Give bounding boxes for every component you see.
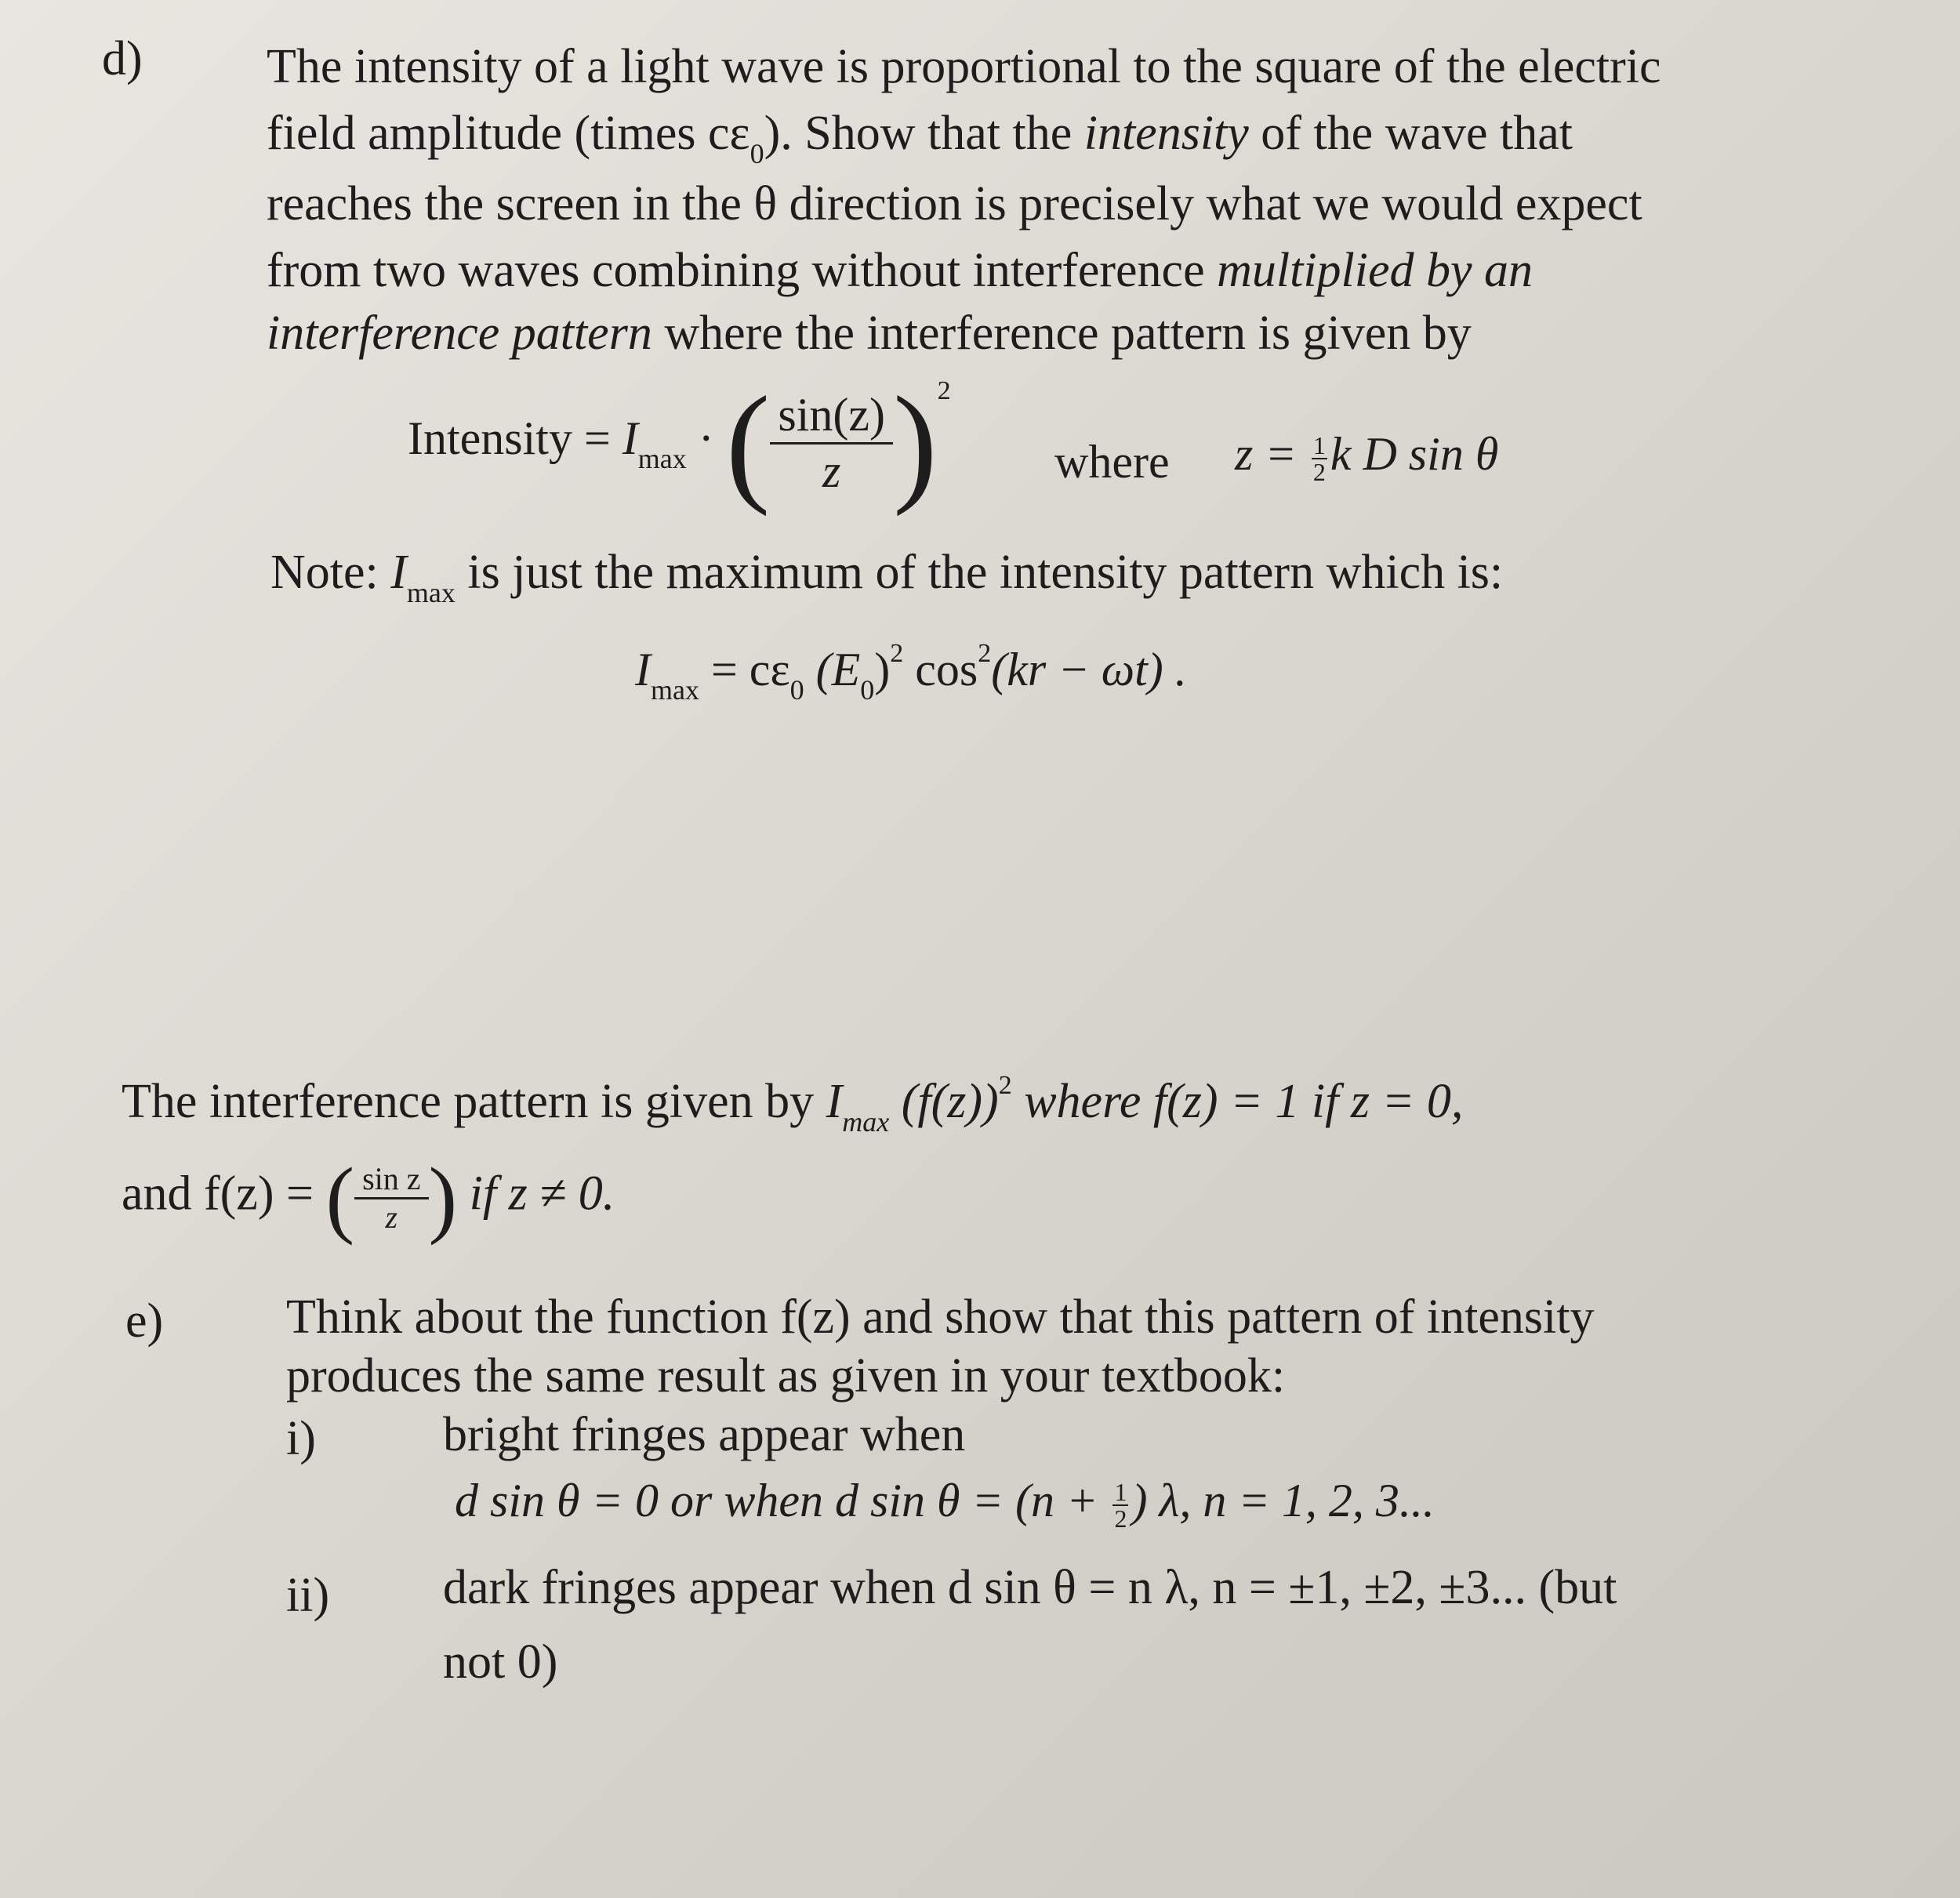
mid-fraction — [354, 1161, 428, 1236]
part-d-label: d) — [102, 32, 143, 85]
part-d-line-5b: where the interference pattern is given by — [652, 307, 1472, 360]
mid-right-paren: ) — [428, 1150, 458, 1246]
eq1-right-paren: ) — [893, 369, 938, 517]
z-def-lhs: z = — [1235, 428, 1308, 480]
mid-imax: I — [826, 1075, 843, 1128]
mid-denominator: z — [385, 1199, 398, 1235]
eq2-cos-square: 2 — [978, 639, 992, 668]
multiplied-italic: multiplied by an — [1217, 244, 1534, 297]
eq2-rest: (kr − ωt) . — [991, 644, 1187, 695]
eq1-dot: · — [698, 412, 714, 464]
part-e-line-2: produces the same result as given in your textbook: — [286, 1349, 1286, 1403]
eq2-max-sub: max — [650, 674, 699, 706]
part-d-line-2 — [267, 106, 1573, 169]
half-fraction — [1312, 431, 1327, 487]
eq2-cos: cos — [903, 644, 978, 695]
part-d-line-4 — [267, 243, 1533, 299]
eq2-e-open: (E — [804, 644, 861, 695]
eq1-fraction — [770, 388, 893, 499]
mid-line1-c: where f(z) = 1 if z = 0, — [1011, 1075, 1464, 1128]
eq1-lhs: Intensity = — [408, 412, 622, 464]
mid-fz: (f(z)) — [889, 1075, 999, 1128]
note-line — [270, 545, 1504, 608]
mid-left-paren: ( — [325, 1150, 355, 1246]
eq1-left-paren: ( — [725, 369, 771, 517]
mid-line2-a: and f(z) = — [122, 1167, 326, 1221]
item-ii-label: ii) — [286, 1569, 330, 1622]
item-i-equation — [455, 1474, 1435, 1531]
note-text: is just the maximum of the intensity pattern which is: — [455, 546, 1504, 599]
epsilon-zero-sub: 0 — [750, 138, 764, 169]
z-def-rhs: k D sin θ — [1330, 428, 1499, 480]
note-max-sub: max — [406, 577, 456, 608]
eq1-exponent: 2 — [937, 376, 951, 405]
part-d-line-2b: ). Show that the — [764, 107, 1084, 160]
part-e-label: e) — [125, 1294, 164, 1348]
z-definition — [1235, 427, 1499, 487]
interference-pattern-italic: interference pattern — [267, 307, 652, 360]
item-i-half-den: 2 — [1114, 1504, 1127, 1533]
item-i-text: bright fringes appear when — [443, 1408, 966, 1461]
item-ii-text-2: not 0) — [443, 1635, 558, 1689]
item-i-label: i) — [286, 1412, 316, 1465]
item-i-eq-b: ) λ, n = 1, 2, 3... — [1131, 1475, 1435, 1526]
half-num: 1 — [1312, 431, 1326, 460]
part-d-line-4a: from two waves combining without interference — [267, 244, 1218, 297]
mid-line2-b: if z ≠ 0. — [457, 1167, 615, 1221]
mid-numerator: sin z — [354, 1161, 428, 1199]
eq2-square: 2 — [890, 639, 904, 668]
eq1-where: where — [1054, 436, 1170, 488]
part-e-line-1: Think about the function f(z) and show that this pattern of intensity — [286, 1290, 1595, 1344]
eq1-max-sub: max — [637, 442, 687, 474]
part-d-line-1: The intensity of a light wave is proportional to the square of the electric — [267, 40, 1661, 93]
eq2-e-zero-sub: 0 — [860, 674, 875, 706]
intensity-equation — [408, 369, 951, 517]
intensity-italic: intensity — [1083, 107, 1249, 160]
item-ii-text: dark fringes appear when d sin θ = n λ, n = ±1, ±2, ±3... (but — [443, 1561, 1617, 1614]
part-d-line-2c: of the wave that — [1248, 107, 1573, 160]
imax-equation — [635, 639, 1187, 706]
eq2-c-epsilon: = cε — [699, 644, 790, 695]
interference-line-2 — [122, 1149, 615, 1248]
eq1-numerator: sin(z) — [770, 388, 893, 445]
interference-line-1 — [122, 1071, 1464, 1138]
part-d-line-2a: field amplitude (times cε — [267, 107, 750, 160]
half-den: 2 — [1312, 458, 1326, 487]
eq2-e-close: ) — [874, 644, 891, 695]
eq1-imax: I — [622, 412, 638, 464]
note-prefix: Note: — [270, 546, 391, 599]
item-i-half — [1112, 1479, 1128, 1531]
eq2-I: I — [635, 644, 651, 695]
mid-line1-a: The interference pattern is given by — [122, 1075, 826, 1128]
item-i-eq-a: d sin θ = 0 or when d sin θ = (n + — [455, 1475, 1110, 1526]
note-imax: I — [390, 546, 407, 599]
mid-square: 2 — [998, 1071, 1012, 1100]
mid-max-sub: max — [842, 1106, 890, 1138]
part-d-line-3: reaches the screen in the θ direction is precisely what we would expect — [267, 177, 1642, 230]
eq1-denominator: z — [822, 445, 841, 497]
part-d-line-5 — [267, 306, 1472, 361]
item-i-half-num: 1 — [1114, 1478, 1127, 1507]
eq2-zero-sub: 0 — [789, 674, 804, 706]
